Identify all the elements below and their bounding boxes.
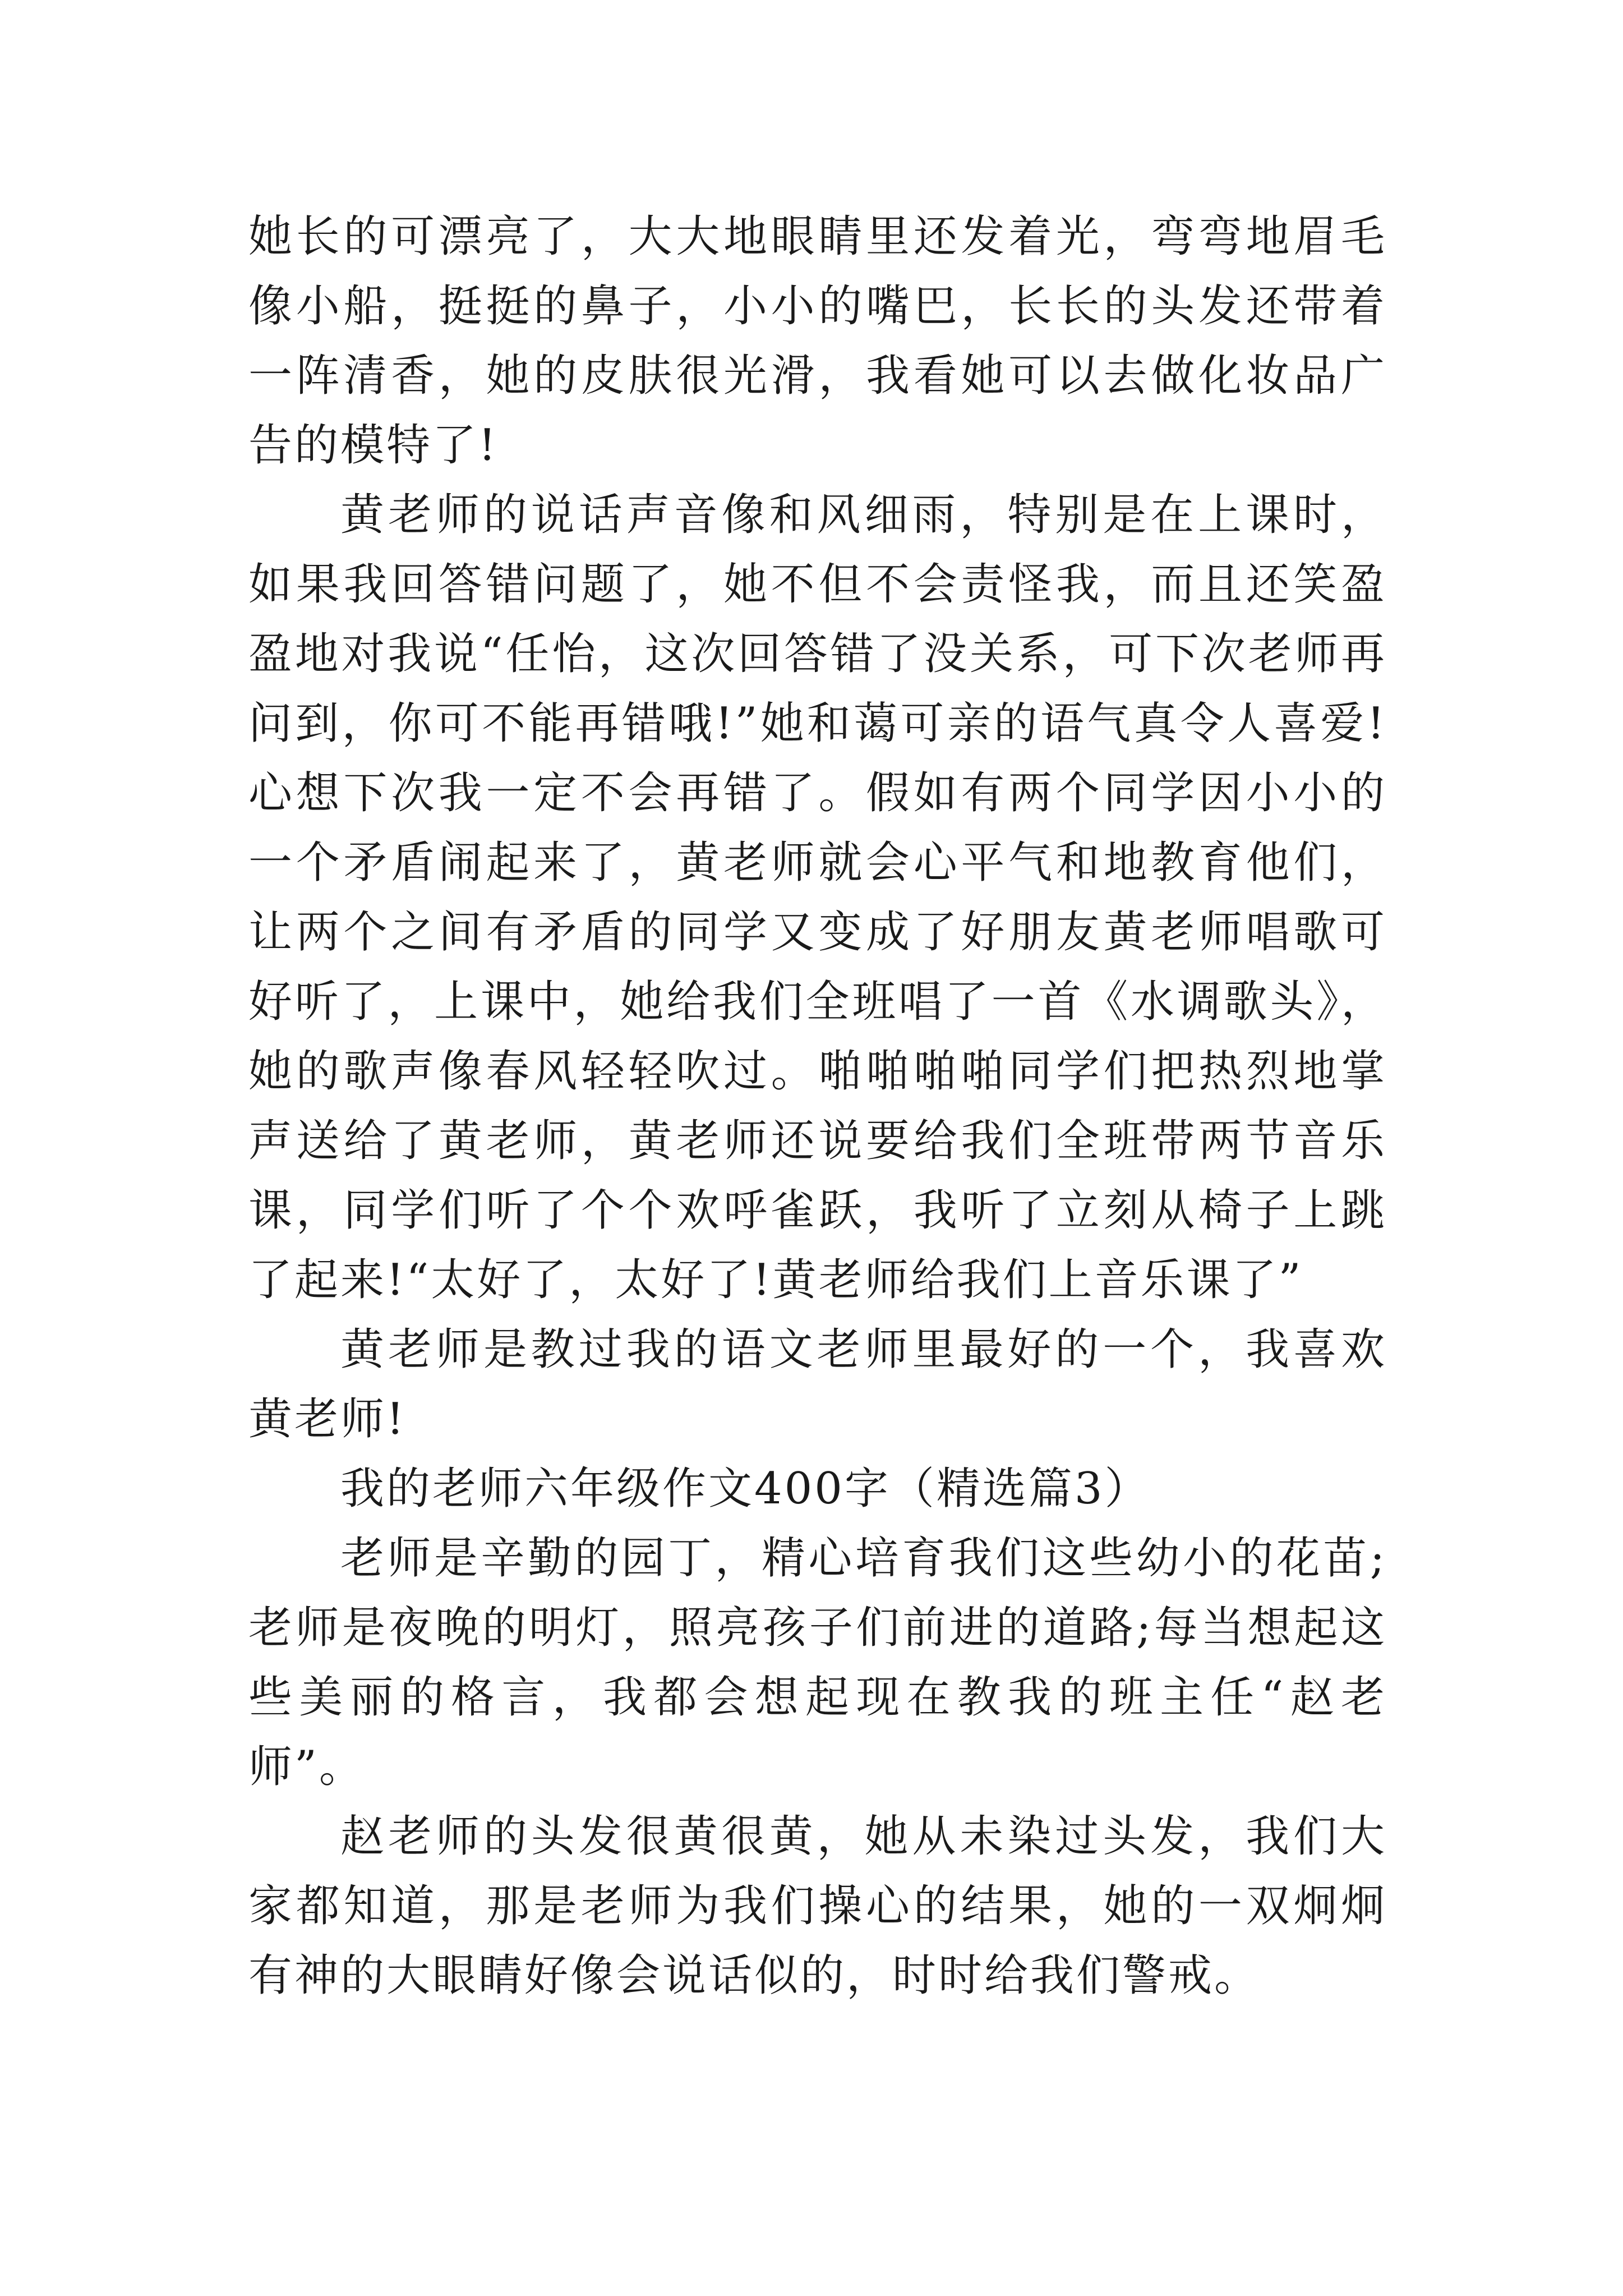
paragraph-teacher-zhao: 赵老师的头发很黄很黄，她从未染过头发，我们大家都知道，那是老师为我们操心的结果，她的一双炯炯有神的大眼睛好像会说话似的，时时给我们警戒。	[248, 1811, 1387, 2001]
document-body	[248, 202, 1387, 2010]
paragraph-conclusion: 黄老师是教过我的语文老师里最好的一个，我喜欢黄老师!	[248, 1324, 1387, 1444]
paragraph-teacher-voice: 黄老师的说话声音像和风细雨，特别是在上课时，如果我回答错问题了，她不但不会责怪我，而且还笑盈盈地对我说“任怡，这次回答错了没关系，可下次老师再问到，你可不能再错哦!”她和蔼可亲的语气真令人喜爱!心想下次我一定不会再错了。假如有两个同学因小小的一个矛盾闹起来了，黄老师就会心平气和地教育他们，让两个之间有矛盾的同学又变成了好朋友黄老师唱歌可好听了，上课中，她给我们全班唱了一首《水调歌头》，她的歌声像春风轻轻吹过。啪啪啪啪同学们把热烈地掌声送给了黄老师，黄老师还说要给我们全班带两节音乐课，同学们听了个个欢呼雀跃，我听了立刻从椅子上跳了起来!“太好了，太好了!黄老师给我们上音乐课了”	[248, 490, 1387, 1305]
paragraph-appearance: 她长的可漂亮了，大大地眼睛里还发着光，弯弯地眉毛像小船，挺挺的鼻子，小小的嘴巴，长长的头发还带着一阵清香，她的皮肤很光滑，我看她可以去做化妆品广告的模特了!	[248, 211, 1387, 471]
essay-title: 我的老师六年级作文400字（精选篇3）	[340, 1464, 1151, 1514]
paragraph-gardener: 老师是辛勤的园丁，精心培育我们这些幼小的花苗;老师是夜晚的明灯，照亮孩子们前进的道路;每当想起这些美丽的格言，我都会想起现在教我的班主任“赵老师”。	[248, 1533, 1387, 1792]
